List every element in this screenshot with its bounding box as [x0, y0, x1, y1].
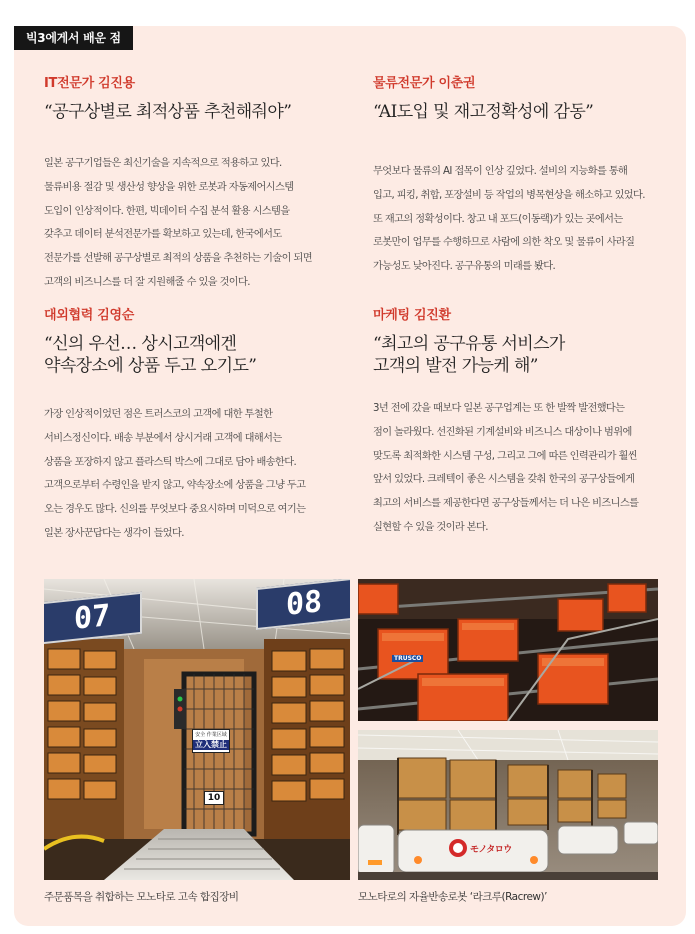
gate-warning-small: 安全 作業区域 — [195, 732, 227, 738]
photo-conveyor-crates — [358, 579, 658, 721]
caption-sorting-equipment: 주문품목을 취합하는 모노타로 고속 합집장비 — [44, 891, 239, 903]
gate-warning-sign — [192, 729, 230, 753]
pull-quote: “AI도입 및 재고정확성에 감동” — [373, 102, 594, 122]
pull-quote: “공구상별로 최적상품 추천해줘야” — [44, 102, 292, 122]
author-name: IT전문가 김진용 — [44, 76, 135, 91]
aisle-sign-08-text: 08 — [285, 584, 323, 623]
section-marketing — [373, 304, 673, 540]
robot-brand-logo: モノタロウ — [470, 845, 512, 855]
section-logistics-expert — [373, 72, 673, 279]
author-name: 물류전문가 이춘권 — [373, 76, 476, 91]
section-tag: 빅3에게서 배운 점 — [14, 26, 133, 50]
gate-warning-label: 立入禁止 — [195, 740, 227, 749]
pull-quote: “최고의 공구유통 서비스가 고객의 발전 가능케 해” — [373, 334, 565, 376]
pull-quote: “신의 우선… 상시고객에겐 약속장소에 상품 두고 오기도” — [44, 334, 257, 376]
photo-racrew-robots — [358, 730, 658, 880]
body-text: 일본 공구기업들은 최신기술을 지속적으로 적용하고 있다. 물류비용 절감 및 생산성 향상을 위한 로봇과 자동제어시스템 도입이 인상적이다. 한편, 빅데이터 수집 분석 활용 시스템을 갖추고 데이터 분석전문가를 확보하고 있는데, 한국에서도 전문가를 선발해 공구상별로 최적의 상품을 추천하는 기술이 되면 고객의 비즈니스를 더 잘 지원해줄 수 있을 것이다. — [44, 158, 312, 288]
caption-racrew-robots: 모노타로의 자율반송로봇 ‘라크루(Racrew)’ — [358, 891, 547, 903]
gate-number: 10 — [207, 793, 221, 803]
crate-brand-label: TRUSCO — [394, 655, 422, 662]
author-name: 마케팅 김진환 — [373, 308, 451, 323]
body-text: 무엇보다 물류의 AI 접목이 인상 깊었다. 설비의 지능화를 통해 입고, 피킹, 취합, 포장설비 등 작업의 병목현상을 해소하고 있었다. 또 재고의 정확성이다. 창고 내 포드(이동랙)가 있는 곳에서는 로봇만이 업무를 수행하므로 사람에 의한 착오 및 물류이 사라질 가능성도 낮아진다. 공구유통의 미래를 봤다. — [373, 166, 645, 273]
body-text: 3년 전에 갔을 때보다 일본 공구업계는 또 한 발짝 발전했다는 점이 놀라웠다. 선진화된 기계설비와 비즈니스 대상이나 범위에 맞도록 최적화한 시스템 구성, 그리고 그에 따른 인력관리가 훨씬 앞서 있었다. 크레텍이 좋은 시스템을 갖춰 한국의 공구상들에게 최고의 서비스를 제공한다면 공구상들께서는 더 나은 비즈니스를 실현할 수 있을 것이라 본다. — [373, 403, 639, 533]
section-external-relations — [44, 304, 344, 546]
photo-sorting-equipment — [44, 579, 350, 880]
author-name: 대외협력 김영순 — [44, 308, 135, 323]
aisle-sign-07-text: 07 — [73, 598, 111, 637]
gate-number-plate — [204, 791, 224, 805]
body-text: 가장 인상적이었던 점은 트러스코의 고객에 대한 투철한 서비스정신이다. 배송 부분에서 상시거래 고객에 대해서는 상품을 포장하지 않고 플라스틱 박스에 그대로 담아 배송한다. 고객으로부터 수령인을 받지 않고, 약속장소에 상품을 그냥 두고 오는 경우도 많다. 신의를 무엇보다 중요시하며 미덕으로 여기는 일본 장사꾼답다는 생각이 들었다. — [44, 409, 306, 539]
section-it-expert — [44, 72, 344, 295]
